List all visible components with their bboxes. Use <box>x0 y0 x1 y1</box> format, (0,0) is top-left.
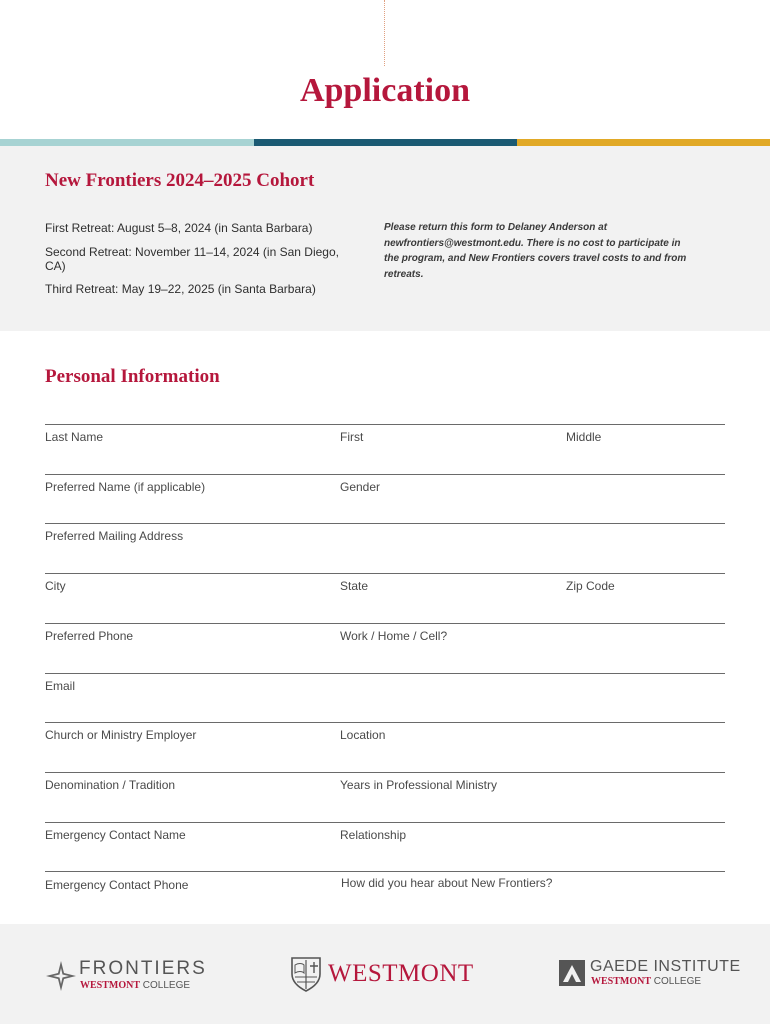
retreat-third: Third Retreat: May 19–22, 2025 (in Santa Barbara) <box>45 282 316 296</box>
cohort-title: New Frontiers 2024–2025 Cohort <box>45 170 315 191</box>
field-label-phone-type: Work / Home / Cell? <box>340 629 448 643</box>
form-row-address[interactable] <box>45 523 725 573</box>
gaede-logo-name: GAEDE INSTITUTE <box>590 958 741 975</box>
field-label-mailing-address: Preferred Mailing Address <box>45 529 184 543</box>
frontiers-logo-subtitle: WESTMONT COLLEGE <box>80 980 191 991</box>
field-label-zip-code: Zip Code <box>566 579 615 593</box>
form-row-employer[interactable] <box>45 722 725 772</box>
field-label-preferred-phone: Preferred Phone <box>45 629 134 643</box>
form-row-phone[interactable] <box>45 623 725 673</box>
gaede-mark-icon <box>559 960 585 986</box>
form-row-name[interactable] <box>45 424 725 474</box>
westmont-logo <box>290 956 485 996</box>
top-dotted-line <box>384 0 385 66</box>
field-label-email: Email <box>45 679 76 693</box>
field-label-first: First <box>340 430 364 444</box>
field-label-referral: How did you hear about New Frontiers? <box>341 876 553 890</box>
field-label-city: City <box>45 579 66 593</box>
return-instructions: Please return this form to Delaney Anderson at newfrontiers@westmont.edu. There is no cost to participate in the program, and New Frontiers covers travel costs to and from retreats. <box>384 222 687 280</box>
accent-bar-gold <box>517 139 770 146</box>
westmont-shield-icon <box>290 956 322 992</box>
form-row-emergency-name[interactable] <box>45 822 725 872</box>
accent-bar-teal <box>0 139 254 146</box>
field-label-denomination: Denomination / Tradition <box>45 778 176 792</box>
field-label-employer: Church or Ministry Employer <box>45 728 197 742</box>
form-row-preferred-name[interactable] <box>45 474 725 524</box>
field-label-years-ministry: Years in Professional Ministry <box>340 778 497 792</box>
retreat-second: Second Retreat: November 11–14, 2024 (in San Diego, CA) <box>45 245 339 273</box>
field-label-emergency-name: Emergency Contact Name <box>45 828 186 842</box>
field-label-emergency-phone: Emergency Contact Phone <box>45 878 189 892</box>
field-label-last-name: Last Name <box>45 430 104 444</box>
footer <box>0 924 770 1024</box>
form-row-city[interactable] <box>45 573 725 623</box>
gaede-institute-logo <box>559 958 739 994</box>
form-row-denomination[interactable] <box>45 772 725 822</box>
personal-info-title: Personal Information <box>45 366 220 387</box>
field-label-relationship: Relationship <box>340 828 407 842</box>
page-title: Application <box>299 72 471 109</box>
field-label-gender: Gender <box>340 480 381 494</box>
compass-star-icon <box>45 960 77 992</box>
retreat-first: First Retreat: August 5–8, 2024 (in Santa Barbara) <box>45 221 313 235</box>
gaede-logo-subtitle: WESTMONT COLLEGE <box>591 976 702 987</box>
field-label-preferred-name: Preferred Name (if applicable) <box>45 480 206 494</box>
accent-bar-navy <box>254 139 517 146</box>
frontiers-logo-name: FRONTIERS <box>79 958 207 979</box>
form-row-emergency-phone[interactable] <box>45 871 725 921</box>
field-label-location: Location <box>340 728 386 742</box>
form-row-email[interactable] <box>45 673 725 723</box>
field-label-state: State <box>340 579 369 593</box>
cohort-panel <box>0 146 770 331</box>
field-label-middle: Middle <box>566 430 602 444</box>
westmont-logo-name: WESTMONT <box>328 960 474 987</box>
frontiers-logo <box>45 958 205 994</box>
